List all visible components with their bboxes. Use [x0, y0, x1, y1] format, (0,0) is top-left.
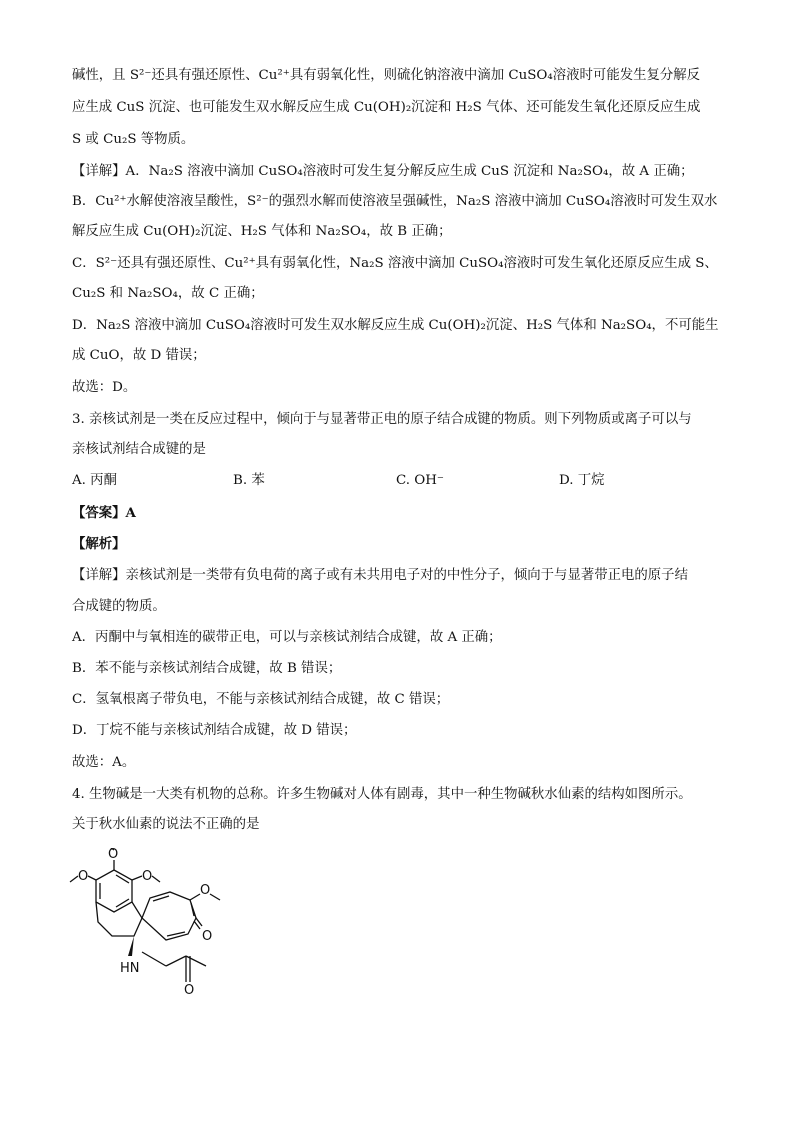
text-line-1: 碱性，且 S²⁻还具有强还原性、Cu²⁺具有弱氧化性，则硫化钠溶液中滴加 CuSO₄溶液时可能发生复分解反 [72, 68, 701, 83]
option-d: D. 丁烷 [559, 473, 605, 488]
question-3-line-1: 3. 亲核试剂是一类在反应过程中，倾向于与显著带正电的原子结合成键的物质。则下列物质或离子可以与 [72, 412, 692, 427]
wedge-bond [128, 936, 134, 956]
option-a: A. 丙酮 [72, 473, 117, 488]
detail-d-line-q3: D．丁烷不能与亲核试剂结合成键，故 D 错误； [72, 723, 357, 738]
question-4-line-2: 关于秋水仙素的说法不正确的是 [72, 817, 260, 832]
answer-label: 【答案】A [72, 505, 136, 521]
atom-o-carbonyl: O [202, 929, 213, 944]
detail-line-2: 合成键的物质。 [72, 599, 166, 614]
option-b: B. 苯 [233, 473, 265, 488]
detail-a-line: 【详解】A．Na₂S 溶液中滴加 CuSO₄溶液时可发生复分解反应生成 CuS 沉淀和 Na₂SO₄，故 A 正确； [72, 164, 694, 179]
benzene-ring [96, 870, 132, 912]
detail-c-line-1: C．S²⁻还具有强还原性、Cu²⁺具有弱氧化性，Na₂S 溶液中滴加 CuSO₄溶液时可发生氧化还原反应生成 S、 [72, 256, 718, 271]
text-line-3: S 或 Cu₂S 等物质。 [72, 132, 195, 147]
atom-hn: HN [120, 961, 140, 976]
detail-b-line-q3: B．苯不能与亲核试剂结合成键，故 B 错误； [72, 661, 342, 676]
option-c: C. OH⁻ [396, 473, 445, 488]
text-line-2: 应生成 CuS 沉淀、也可能发生双水解反应生成 Cu(OH)₂沉淀和 H₂S 气体、还可能发生氧化还原反应生成 [72, 100, 701, 115]
detail-d-line-2: 成 CuO，故 D 错误； [72, 348, 206, 363]
question-3-line-2: 亲核试剂结合成键的是 [72, 442, 206, 457]
detail-d-line-1: D．Na₂S 溶液中滴加 CuSO₄溶液时可发生双水解反应生成 Cu(OH)₂沉淀、H₂S 气体和 Na₂SO₄，不可能生 [72, 318, 719, 333]
detail-c-line-q3: C．氢氧根离子带负电，不能与亲核试剂结合成键，故 C 错误； [72, 692, 450, 707]
atom-o-left: O [78, 869, 89, 884]
question-3-options [72, 471, 722, 491]
atom-o-amide: O [184, 983, 195, 998]
analysis-label: 【解析】 [72, 536, 126, 552]
detail-line-1: 【详解】亲核试剂是一类带有负电荷的离子或有未共用电子对的中性分子，倾向于与显著带正电的原子结 [72, 568, 688, 583]
choice-line: 故选：D。 [72, 380, 137, 395]
choice-line-q3: 故选：A。 [72, 755, 136, 770]
detail-b-line-2: 解反应生成 Cu(OH)₂沉淀、H₂S 气体和 Na₂SO₄，故 B 正确； [72, 224, 452, 239]
question-4-line-1: 4. 生物碱是一大类有机物的总称。许多生物碱对人体有剧毒，其中一种生物碱秋水仙素的结构如图所示。 [72, 787, 692, 802]
detail-c-line-2: Cu₂S 和 Na₂SO₄，故 C 正确； [72, 286, 264, 301]
detail-a-line-q3: A．丙酮中与氧相连的碳带正电，可以与亲核试剂结合成键，故 A 正确； [72, 630, 502, 645]
atom-o-top: O [108, 848, 119, 862]
colchicine-structure [62, 848, 242, 998]
atom-o-tropolone: O [200, 883, 211, 898]
detail-b-line-1: B．Cu²⁺水解使溶液呈酸性，S²⁻的强烈水解而使溶液呈强碱性，Na₂S 溶液中滴加 CuSO₄溶液时可发生双水 [72, 194, 718, 209]
atom-o-right: O [142, 869, 153, 884]
